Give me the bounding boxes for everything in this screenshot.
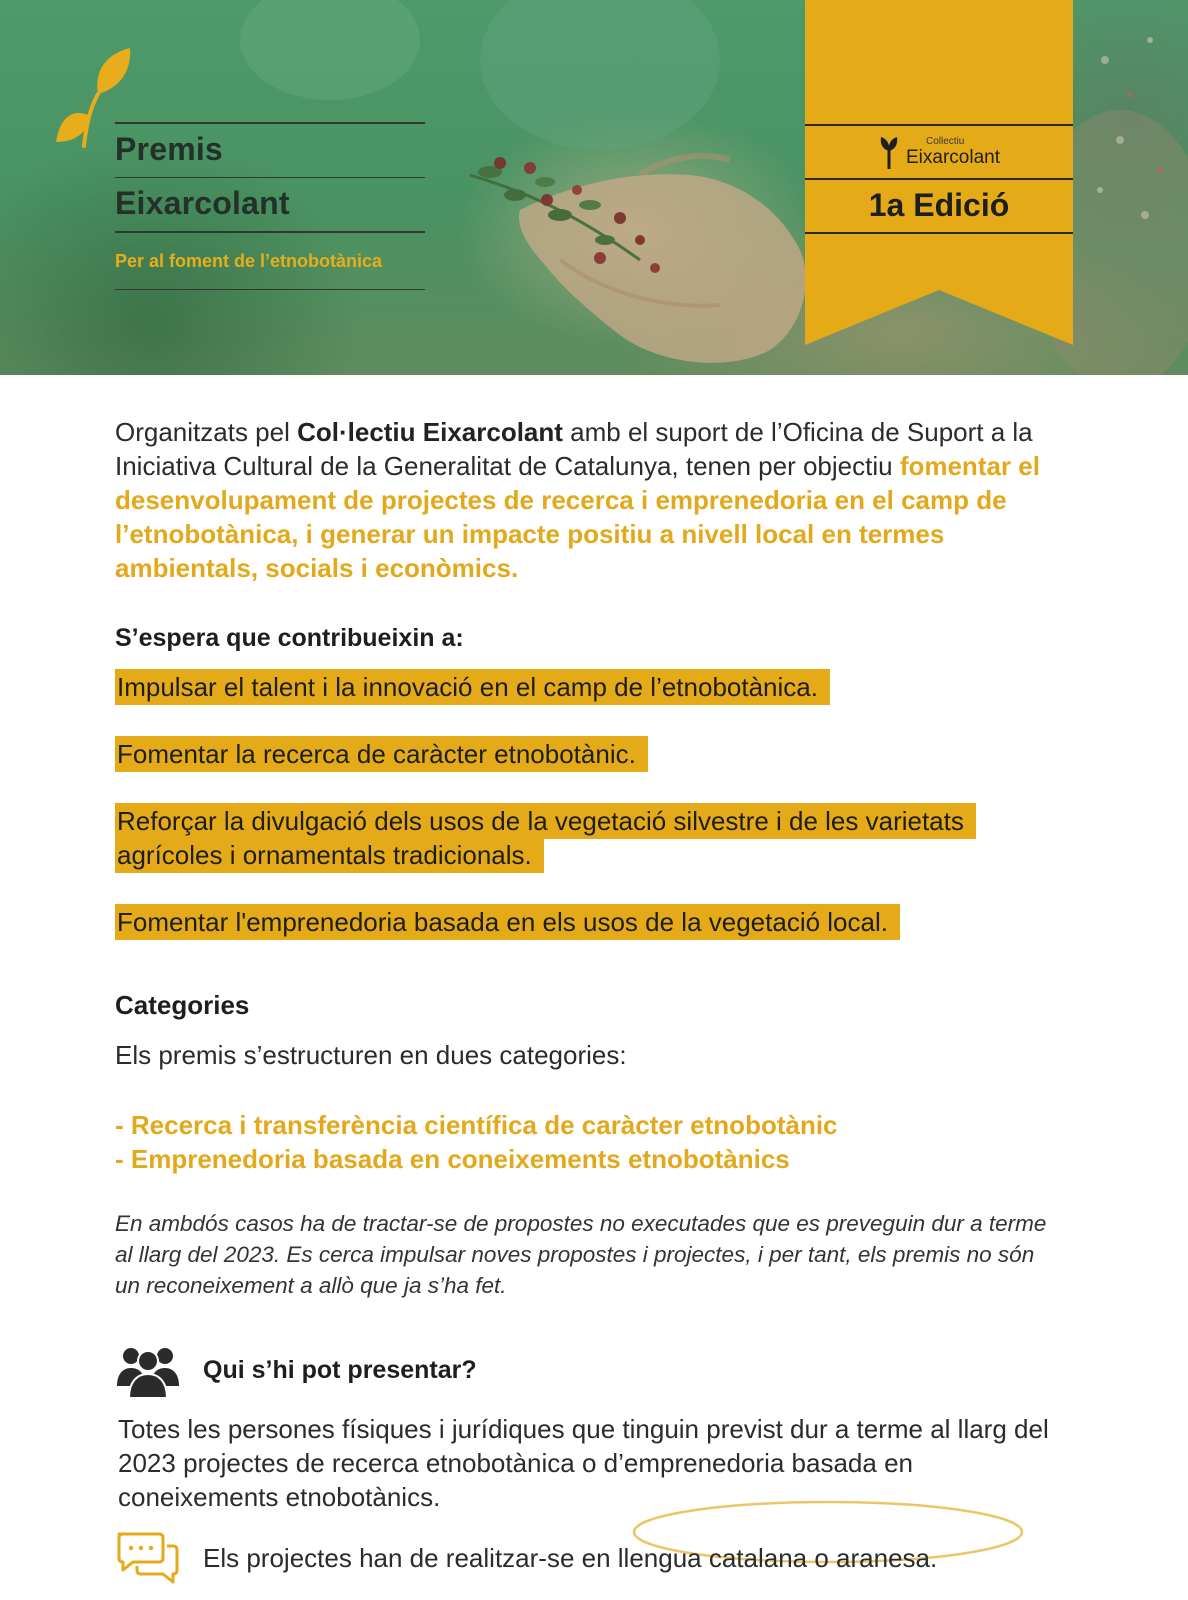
speech-bubbles-icon — [115, 1530, 181, 1586]
who-heading-row — [115, 1342, 477, 1398]
highlighted-goal: Impulsar el talent i la innovació en el camp de l’etnobotànica. — [115, 669, 830, 705]
ribbon-logo-small: Collectiu — [926, 136, 965, 147]
who-text: Totes les persones físiques i jurídiques que tinguin previst dur a terme al llarg del 2023 projectes de recerca etnobotànica o d’emprenedoria basada en coneixements etnobotànics. — [118, 1414, 1049, 1512]
categories-intro: Els premis s’estructuren en dues categories: — [115, 1040, 627, 1070]
divider — [805, 232, 1073, 234]
categories-list — [115, 1108, 838, 1176]
expect-list — [115, 670, 1075, 972]
hero-subtitle: Per al foment de l’etnobotànica — [115, 250, 383, 271]
organization-name: Col·lectiu Eixarcolant — [297, 417, 563, 447]
language-text: Els projectes han de realitzar-se en llengua catalana o aranesa. — [203, 1542, 938, 1573]
highlighted-goal: Fomentar la recerca de caràcter etnobotànic. — [115, 736, 648, 772]
highlighted-goal: Fomentar l'emprenedoria basada en els usos de la vegetació local. — [115, 904, 900, 940]
hero-title-line2: Eixarcolant — [115, 185, 290, 221]
expect-heading: S’espera que contribueixin a: — [115, 624, 464, 652]
ribbon-logo — [805, 126, 1073, 178]
highlighted-goal: Reforçar la divulgació dels usos de la vegetació silvestre i de les varietats agrícoles i ornamentals tradicionals. — [115, 803, 976, 873]
categories-heading: Categories — [115, 990, 250, 1020]
list-item — [115, 737, 1075, 771]
ribbon-logo-name: Eixarcolant — [906, 147, 1000, 168]
categories-note: En ambdós casos ha de tractar-se de propostes no executades que es preveguin dur a terme al llarg del 2023. Es cerca impulsar noves propostes i projectes, i per tant, els premis no són un reconeixement a allò que ja s’ha fet. — [115, 1211, 1047, 1298]
list-item — [115, 804, 975, 872]
intro-text: Organitzats pel — [115, 417, 298, 447]
language-row — [115, 1530, 937, 1586]
hero-title-block — [115, 122, 425, 290]
list-item — [115, 905, 1075, 939]
hero-title-line1: Premis — [115, 130, 223, 167]
who-heading: Qui s’hi pot presentar? — [203, 1355, 477, 1384]
hero-banner — [0, 0, 1188, 375]
intro-goal-highlight: fomentar el desenvolupament de projectes de recerca i emprenedoria en el camp de l’etnobotànica, i generar un impacte positiu a nivell local en termes ambientals, socials i econòmics. — [115, 451, 1040, 583]
divider — [115, 289, 425, 291]
edition-label: 1a Edició — [868, 187, 1010, 223]
people-group-icon — [115, 1342, 181, 1398]
category-item: - Emprenedoria basada en coneixements etnobotànics — [115, 1144, 790, 1174]
list-item — [115, 670, 1075, 704]
intro-text: amb el suport de l’Oficina de Suport a la Iniciativa Cultural de la Generalitat de Catalunya, tenen per objectiu — [115, 417, 1033, 481]
intro-section — [115, 415, 1075, 585]
fork-sprout-icon — [878, 135, 900, 169]
category-item: - Recerca i transferència científica de caràcter etnobotànic — [115, 1110, 838, 1140]
intro-paragraph — [115, 415, 1045, 585]
